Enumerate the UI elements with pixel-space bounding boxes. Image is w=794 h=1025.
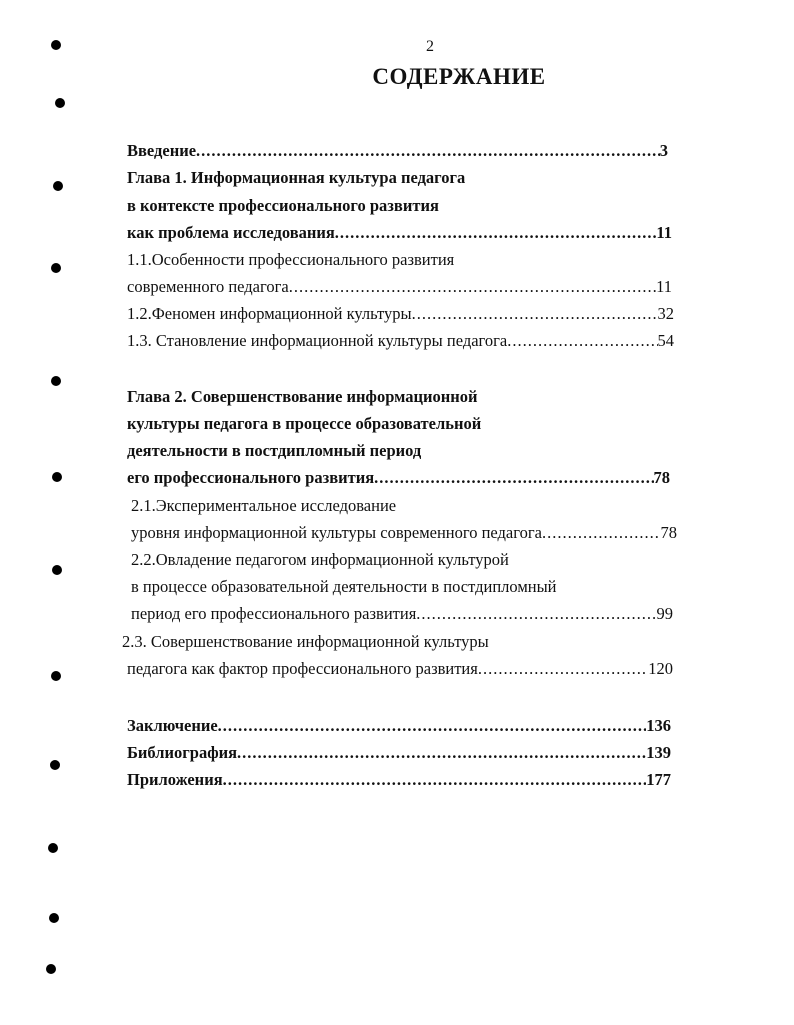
punch-hole <box>51 376 61 386</box>
toc-entry-label: 1.3. Становление информационной культуры педагога <box>127 331 508 350</box>
punch-hole <box>49 913 59 923</box>
toc-page-number: 78 <box>660 523 677 542</box>
toc-entry-label: период его профессионального развития <box>131 604 417 623</box>
toc-page-number: 99 <box>656 604 673 623</box>
toc-entry-label: Заключение <box>127 716 218 735</box>
toc-entry-section-1-2 <box>127 304 674 324</box>
toc-entry-label: современного педагога <box>127 277 289 296</box>
chapter-2-title-line: культуры педагога в процессе образовательной <box>127 414 482 433</box>
punch-hole <box>51 263 61 273</box>
toc-page-number: 139 <box>646 743 671 762</box>
punch-hole <box>52 565 62 575</box>
chapter-1-title-line: Глава 1. Информационная культура педагога <box>127 168 466 187</box>
toc-entry-appendices <box>127 770 671 790</box>
toc-page-number: 54 <box>657 331 674 350</box>
toc-entry-section-2-1 <box>131 523 677 543</box>
section-2-3-line: 2.3. Совершенствование информационной культуры <box>122 632 489 651</box>
punch-hole <box>50 760 60 770</box>
toc-page-number: 177 <box>646 770 671 789</box>
punch-hole <box>55 98 65 108</box>
toc-entry-label: как проблема исследования <box>127 223 335 242</box>
page-number: 2 <box>426 38 434 55</box>
page-title: СОДЕРЖАНИЕ <box>372 64 546 89</box>
toc-page-number: 11 <box>656 223 672 242</box>
toc-entry-label: Приложения <box>127 770 223 789</box>
section-1-1-line: 1.1.Особенности профессионального развития <box>127 250 455 269</box>
chapter-1-title-line: в контексте профессионального развития <box>127 196 439 215</box>
toc-entry-label: Введение <box>127 141 197 160</box>
toc-entry-chapter-2 <box>127 468 670 488</box>
chapter-2-title-line: Глава 2. Совершенствование информационной <box>127 387 478 406</box>
toc-entry-label: уровня информационной культуры современного педагога <box>131 523 542 542</box>
toc-page-number: 120 <box>648 659 673 678</box>
punch-hole <box>51 671 61 681</box>
toc-entry-section-1-1 <box>127 277 672 297</box>
punch-hole <box>46 964 56 974</box>
toc-entry-section-1-3 <box>127 331 674 351</box>
punch-hole <box>53 181 63 191</box>
section-2-1-line: 2.1.Экспериментальное исследование <box>131 496 397 515</box>
toc-entry-introduction <box>127 141 668 161</box>
toc-page-number: 32 <box>657 304 674 323</box>
toc-page-number: 78 <box>653 468 670 487</box>
toc-page-number: 136 <box>646 716 671 735</box>
section-2-2-line: в процессе образовательной деятельности в постдипломный <box>131 577 557 596</box>
toc-entry-chapter-1 <box>127 223 672 243</box>
toc-page-number: 3 <box>659 141 668 160</box>
toc-entry-label: педагога как фактор профессионального развития <box>127 659 478 678</box>
toc-page-number: 11 <box>656 277 672 296</box>
chapter-2-title-line: деятельности в постдипломный период <box>127 441 422 460</box>
toc-entry-section-2-3 <box>127 659 673 679</box>
punch-hole <box>52 472 62 482</box>
toc-entry-bibliography <box>127 743 671 763</box>
punch-hole <box>48 843 58 853</box>
punch-hole <box>51 40 61 50</box>
toc-entry-section-2-2 <box>131 604 673 624</box>
toc-entry-label: Библиография <box>127 743 238 762</box>
section-2-2-line: 2.2.Овладение педагогом информационной культурой <box>131 550 509 569</box>
toc-entry-label: 1.2.Феномен информационной культуры <box>127 304 412 323</box>
toc-entry-conclusion <box>127 716 671 736</box>
toc-entry-label: его профессионального развития <box>127 468 375 487</box>
